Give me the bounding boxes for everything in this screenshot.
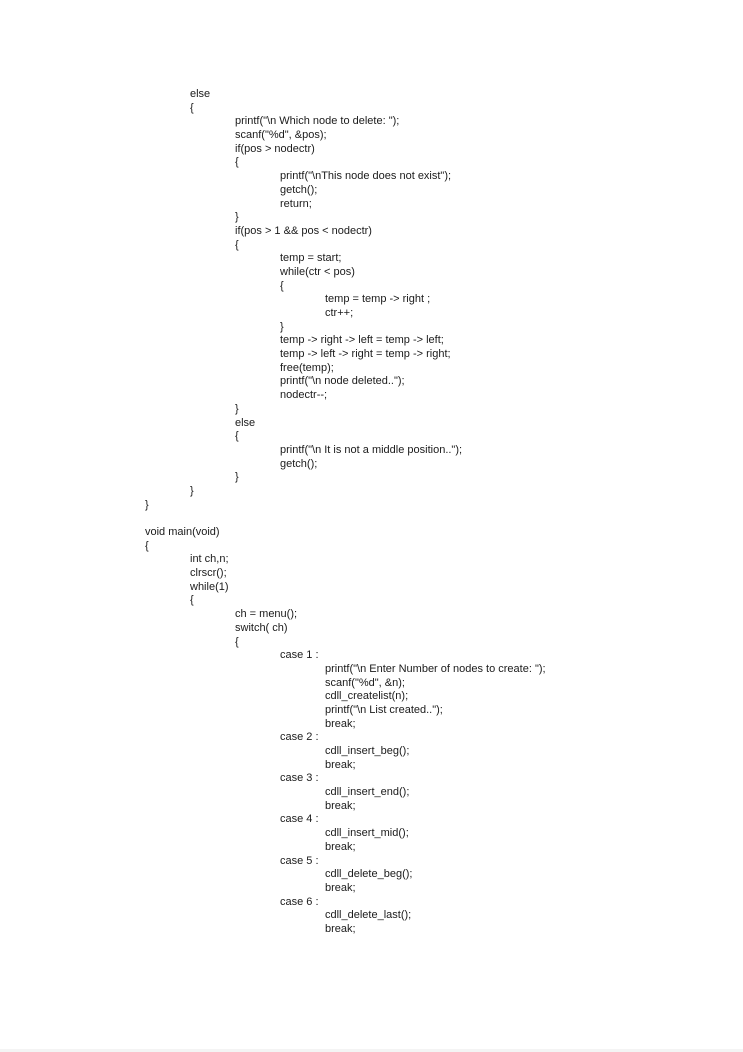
code-line: getch();: [280, 183, 318, 196]
code-line: case 4 :: [280, 813, 319, 826]
code-line: scanf("%d", &pos);: [235, 129, 327, 142]
code-line: case 1 :: [280, 649, 319, 662]
code-line: case 5 :: [280, 854, 319, 867]
code-line: {: [190, 594, 194, 607]
code-line: temp -> right -> left = temp -> left;: [280, 334, 444, 347]
code-line: {: [235, 156, 239, 169]
code-line: printf("\n Which node to delete: ");: [235, 115, 400, 128]
code-line: clrscr();: [190, 567, 227, 580]
code-line: case 3 :: [280, 772, 319, 785]
code-line: nodectr--;: [280, 389, 328, 402]
code-line: cdll_insert_mid();: [325, 827, 409, 840]
code-line: }: [235, 471, 239, 484]
code-line: cdll_delete_last();: [325, 909, 412, 922]
code-line: cdll_insert_end();: [325, 786, 410, 799]
code-line: case 2 :: [280, 731, 319, 744]
code-line: }: [235, 402, 239, 415]
code-line: printf("\n node deleted..");: [280, 375, 405, 388]
code-line: {: [235, 238, 239, 251]
code-line: break;: [325, 922, 356, 935]
code-line: }: [145, 498, 149, 511]
code-line: while(ctr < pos): [280, 265, 355, 278]
code-line: {: [235, 430, 239, 443]
code-listing: [145, 88, 546, 937]
code-line: }: [280, 320, 284, 333]
code-line: void main(void): [145, 526, 220, 538]
code-line: {: [190, 101, 194, 114]
code-line: }: [235, 211, 239, 224]
code-line: temp -> left -> right = temp -> right;: [280, 348, 451, 361]
code-line: ch = menu();: [235, 608, 298, 621]
code-line: if(pos > nodectr): [235, 142, 315, 155]
code-line: {: [145, 539, 149, 552]
code-line: cdll_createlist(n);: [325, 690, 409, 703]
code-line: break;: [325, 840, 356, 853]
code-line: }: [190, 484, 194, 497]
code-line: while(1): [190, 580, 229, 593]
code-line: scanf("%d", &n);: [325, 676, 405, 689]
code-line: getch();: [280, 457, 318, 470]
code-line: [145, 512, 546, 526]
code-line: break;: [325, 799, 356, 812]
code-line: cdll_insert_beg();: [325, 745, 410, 757]
code-line: printf("\n Enter Number of nodes to create: ");: [325, 662, 546, 675]
code-line: free(temp);: [280, 361, 334, 374]
code-line: break;: [325, 881, 356, 894]
code-line: temp = start;: [280, 252, 342, 265]
code-line: printf("\n It is not a middle position..");: [280, 443, 463, 456]
code-line: printf("\n List created..");: [325, 703, 443, 716]
code-line: if(pos > 1 && pos < nodectr): [235, 224, 372, 237]
code-line: else: [235, 416, 256, 429]
code-line: case 6 :: [280, 895, 319, 908]
code-line: {: [280, 279, 284, 292]
code-line: else: [190, 88, 211, 100]
code-line: break;: [325, 717, 356, 730]
code-line: ctr++;: [325, 307, 354, 319]
code-line: switch( ch): [235, 621, 288, 634]
code-line: int ch,n;: [190, 553, 229, 566]
code-line: {: [235, 635, 239, 648]
code-line: return;: [280, 197, 312, 210]
code-line: break;: [325, 758, 356, 771]
code-line: printf("\nThis node does not exist");: [280, 170, 452, 183]
code-line: temp = temp -> right ;: [325, 293, 431, 306]
code-line: cdll_delete_beg();: [325, 868, 413, 881]
